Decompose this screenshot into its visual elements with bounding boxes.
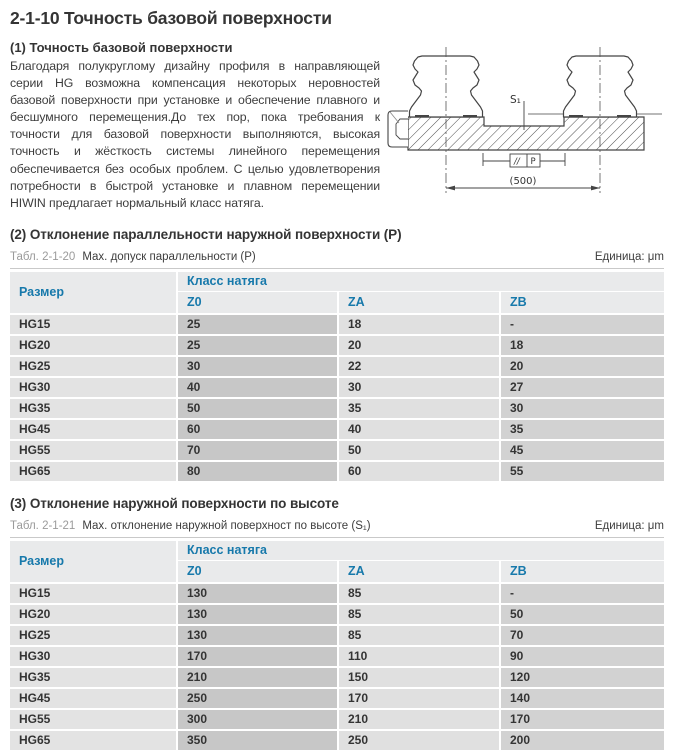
table-row <box>10 315 664 334</box>
cell-zb: 70 <box>501 626 664 645</box>
cell-zb: - <box>501 584 664 603</box>
table-1-caption-label: Табл. 2-1-20 <box>10 250 76 263</box>
table-1-caption-row <box>10 251 664 269</box>
table-row <box>10 605 664 624</box>
cell-size: HG65 <box>10 462 178 481</box>
table-2-caption-label: Табл. 2-1-21 <box>10 519 76 532</box>
cell-za: 30 <box>339 378 501 397</box>
parallelism-symbol: // <box>514 157 520 167</box>
column-group-header: Класс натяга <box>178 272 664 292</box>
page-title: 2-1-10 Точность базовой поверхности <box>10 8 332 28</box>
cell-size: HG35 <box>10 668 178 687</box>
cell-zb: 120 <box>501 668 664 687</box>
cell-z0: 350 <box>178 731 339 750</box>
table-row <box>10 441 664 460</box>
cell-size: HG20 <box>10 336 178 355</box>
parallelism-datum: P <box>530 157 536 167</box>
cell-zb: 90 <box>501 647 664 666</box>
parallelism-table-header <box>10 272 664 313</box>
cell-size: HG25 <box>10 357 178 376</box>
cell-za: 22 <box>339 357 501 376</box>
table-1-caption-text: Мах. допуск параллельности (P) <box>82 250 256 263</box>
cell-z0: 60 <box>178 420 339 439</box>
cell-z0: 250 <box>178 689 339 708</box>
cell-z0: 130 <box>178 605 339 624</box>
cell-size: HG65 <box>10 731 178 750</box>
cell-za: 35 <box>339 399 501 418</box>
cell-z0: 40 <box>178 378 339 397</box>
table-row <box>10 731 664 750</box>
section-3-heading: (3) Отклонение наружной поверхности по высоте <box>10 495 339 511</box>
column-header-zb: ZB <box>501 292 664 313</box>
cell-zb: - <box>501 315 664 334</box>
table-row <box>10 626 664 645</box>
span-dimension-label: (500) <box>509 176 537 187</box>
parallelism-callout <box>483 153 565 167</box>
cell-zb: 35 <box>501 420 664 439</box>
table-row <box>10 710 664 729</box>
table-row <box>10 689 664 708</box>
column-header-size: Размер <box>10 272 178 313</box>
column-header-za: ZA <box>339 292 501 313</box>
section-2-heading: (2) Отклонение параллельности наружной поверхности (P) <box>10 226 402 242</box>
cell-z0: 70 <box>178 441 339 460</box>
height-table-header <box>10 541 664 582</box>
cell-zb: 140 <box>501 689 664 708</box>
intro-heading: (1) Точность базовой поверхности <box>10 40 233 55</box>
table-row <box>10 647 664 666</box>
cell-za: 150 <box>339 668 501 687</box>
side-clamp <box>388 111 408 147</box>
cell-za: 85 <box>339 584 501 603</box>
column-header-zb: ZB <box>501 561 664 582</box>
cell-z0: 30 <box>178 357 339 376</box>
rail-accuracy-diagram <box>386 43 664 203</box>
cell-z0: 210 <box>178 668 339 687</box>
cell-zb: 30 <box>501 399 664 418</box>
column-header-z0: Z0 <box>178 292 339 313</box>
cell-zb: 27 <box>501 378 664 397</box>
table-row <box>10 399 664 418</box>
cell-za: 60 <box>339 462 501 481</box>
cell-size: HG55 <box>10 441 178 460</box>
parallelism-table <box>10 272 664 481</box>
table-row <box>10 668 664 687</box>
cell-zb: 20 <box>501 357 664 376</box>
intro-section <box>10 40 664 212</box>
cell-size: HG15 <box>10 315 178 334</box>
cell-z0: 130 <box>178 626 339 645</box>
cell-z0: 25 <box>178 315 339 334</box>
cell-z0: 25 <box>178 336 339 355</box>
table-row <box>10 357 664 376</box>
diagram-container <box>386 40 664 208</box>
cell-zb: 170 <box>501 710 664 729</box>
cell-za: 85 <box>339 626 501 645</box>
cell-za: 210 <box>339 710 501 729</box>
table-row <box>10 462 664 481</box>
table-row <box>10 420 664 439</box>
column-header-size: Размер <box>10 541 178 582</box>
table-row <box>10 584 664 603</box>
cell-za: 250 <box>339 731 501 750</box>
height-deviation-table <box>10 541 664 750</box>
cell-zb: 18 <box>501 336 664 355</box>
cell-za: 85 <box>339 605 501 624</box>
cell-zb: 50 <box>501 605 664 624</box>
cell-zb: 45 <box>501 441 664 460</box>
cell-size: HG55 <box>10 710 178 729</box>
cell-z0: 130 <box>178 584 339 603</box>
cell-za: 18 <box>339 315 501 334</box>
cell-size: HG35 <box>10 399 178 418</box>
table-2-caption-text: Мах. отклонение наружной поверхност по высоте (S₁) <box>82 519 371 532</box>
cell-size: HG20 <box>10 605 178 624</box>
cell-size: HG25 <box>10 626 178 645</box>
cell-z0: 170 <box>178 647 339 666</box>
table-row <box>10 336 664 355</box>
cell-size: HG30 <box>10 647 178 666</box>
cell-za: 20 <box>339 336 501 355</box>
base-block <box>408 117 644 150</box>
cell-z0: 300 <box>178 710 339 729</box>
column-group-header: Класс натяга <box>178 541 664 561</box>
cell-size: HG45 <box>10 420 178 439</box>
cell-z0: 80 <box>178 462 339 481</box>
cell-zb: 55 <box>501 462 664 481</box>
cell-za: 170 <box>339 689 501 708</box>
cell-size: HG45 <box>10 689 178 708</box>
table-2-unit-label: Единица: μm <box>594 519 664 532</box>
cell-zb: 200 <box>501 731 664 750</box>
cell-za: 110 <box>339 647 501 666</box>
table-1-unit-label: Единица: μm <box>594 250 664 263</box>
s1-label: S₁ <box>510 94 521 106</box>
cell-z0: 50 <box>178 399 339 418</box>
table-2-caption-row <box>10 520 664 538</box>
column-header-z0: Z0 <box>178 561 339 582</box>
cell-size: HG30 <box>10 378 178 397</box>
intro-text-column <box>10 40 386 212</box>
column-header-za: ZA <box>339 561 501 582</box>
cell-size: HG15 <box>10 584 178 603</box>
cell-za: 50 <box>339 441 501 460</box>
intro-body: Благодаря полукруглому дизайну профиля в направляющей серии HG возможна компенсация некоторых неровностей базовой поверхности при установке и обеспечение плавного и бесшумного перемещения.До тех пор, пока требования к точности для базовой поверхности выполняются, высокая точность и жёсткость системы линейного перемещения обеспечивается без особых проблем. С целью удовлетворения потребности в быстрой установке и плавном перемещении HIWIN предлагает нормальный класс натяга. <box>10 59 380 210</box>
cell-za: 40 <box>339 420 501 439</box>
table-row <box>10 378 664 397</box>
